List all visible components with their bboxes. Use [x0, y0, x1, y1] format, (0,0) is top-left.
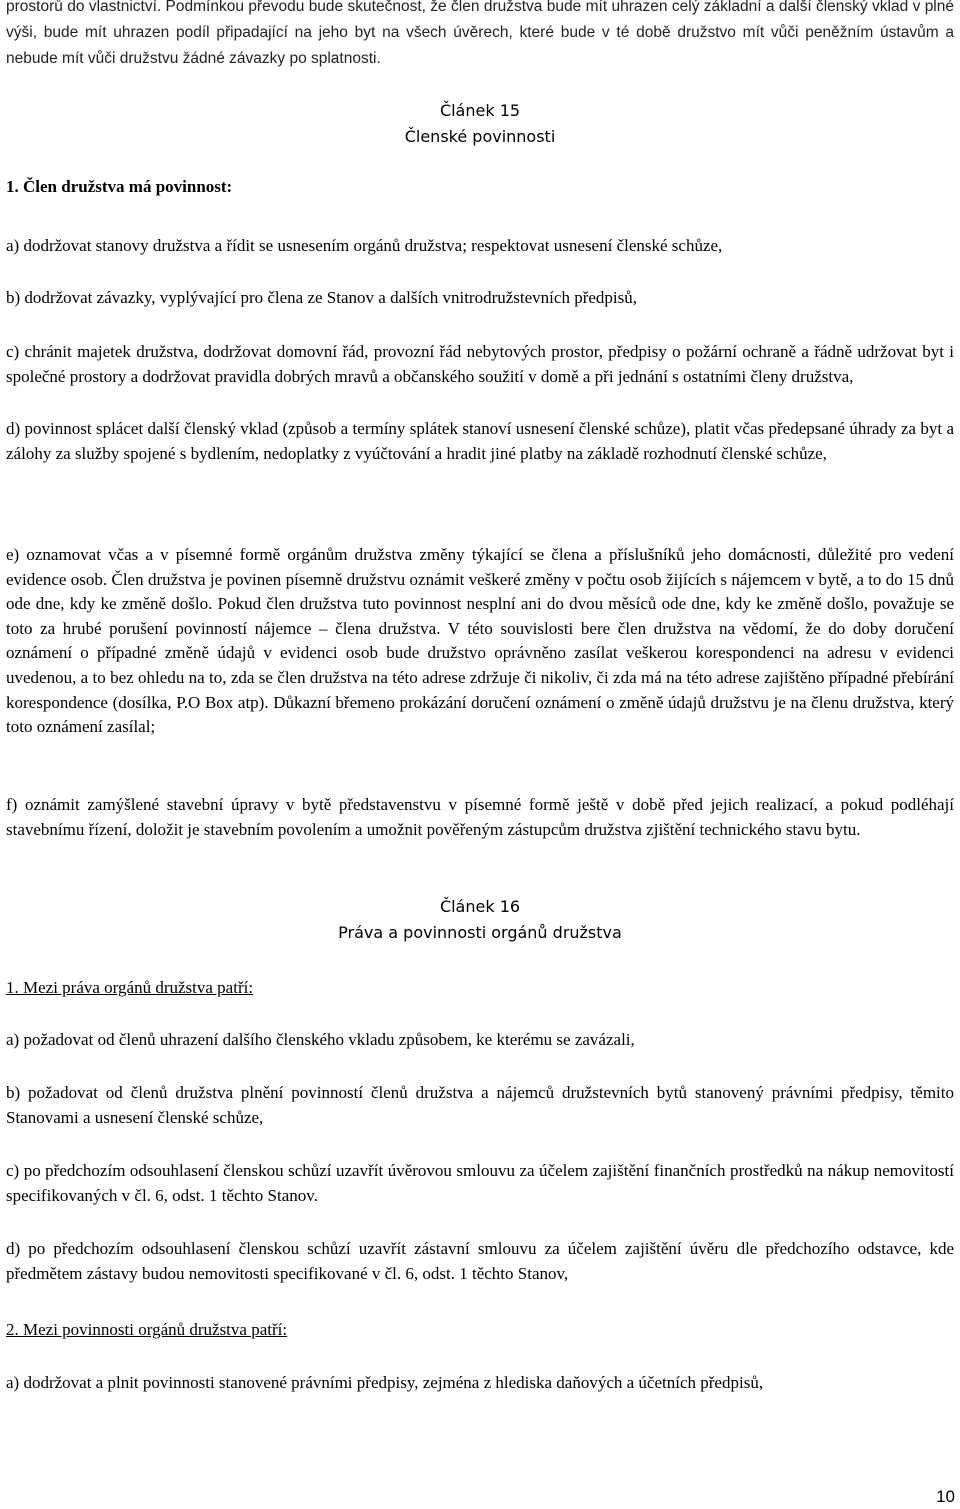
article-16-section-1-title: 1. Mezi práva orgánů družstva patří:	[6, 978, 254, 997]
article-16-section-1-item-c: c) po předchozím odsouhlasení členskou schůzí uzavřít úvěrovou smlouvu za účelem zajištění finančních prostředků na nákup nemovitostí specifikovaných v čl. 6, odst. 1 těchto Stanov.	[6, 1161, 954, 1205]
article-15-item-d: d) povinnost splácet další členský vklad (způsob a termíny splátek stanoví usnesení členské schůze), platit včas předepsané úhrady za byt a zálohy za služby spojené s bydlením, nedoplatky z vyúčtování a hradit jiné platby na základě rozhodnutí členské schůze,	[6, 419, 954, 463]
article-16-section-1-item-a: a) požadovat od členů uhrazení dalšího členského vkladu způsobem, ke kterému se zavázali,	[6, 1030, 635, 1049]
article-16-heading	[0, 894, 960, 946]
article-15-title: Členské povinnosti	[404, 127, 556, 146]
article-15-item-c: c) chránit majetek družstva, dodržovat domovní řád, provozní řád nebytových prostor, předpisy o požární ochraně a řádně udržovat byt i společné prostory a dodržovat pravidla dobrých mravů a občanského soužití v domě a při jednání s ostatními členy družstva,	[6, 342, 954, 386]
article-16-section-1-item-b: b) požadovat od členů družstva plnění povinností členů družstva a nájemců družstevních bytů stanovený právními předpisy, těmito Stanovami a usnesení členské schůze,	[6, 1083, 954, 1127]
article-16-section-2-title: 2. Mezi povinnosti orgánů družstva patří:	[6, 1320, 288, 1339]
article-15-section-1-title: 1. Člen družstva má povinnost:	[6, 177, 233, 196]
article-16-number: Článek 16	[439, 897, 521, 916]
article-15-item-b: b) dodržovat závazky, vyplývající pro člena ze Stanov a dalších vnitrodružstevních předpisů,	[6, 288, 637, 307]
article-16-section-1-item-d: d) po předchozím odsouhlasení členskou schůzí uzavřít zástavní smlouvu za účelem zajištění úvěru dle předchozího odstavce, kde předmětem zástavy budou nemovitosti specifikované v čl. 6, odst. 1 těchto Stanov,	[6, 1239, 954, 1283]
article-15-item-f: f) oznámit zamýšlené stavební úpravy v bytě představenstvu v písemné formě ještě v době před jejich realizací, a pokud podléhají stavebnímu řízení, doložit je stavebním povolením a umožnit pověřeným zástupcům družstva zjištění technického stavu bytu.	[6, 795, 954, 839]
article-15-heading	[0, 98, 960, 150]
article-15-item-e: e) oznamovat včas a v písemné formě orgánům družstva změny týkající se člena a příslušníků jeho domácnosti, důležité pro vedení evidence osob. Člen družstva je povinen písemně družstvu oznámit veškeré změny v počtu osob žijících s nájemcem v bytě, a to do 15 dnů ode dne, kdy ke změně došlo. Pokud člen družstva tuto povinnost nesplní ani do dvou měsíců ode dne, kdy ke změně došlo, považuje se toto za hrubé porušení povinností nájemce – člena družstva. V této souvislosti bere člen družstva na vědomí, že do doby doručení oznámení o případné změně údajů v evidenci osob bude družstvo oprávněno zasílat veškerou korespondenci na adresu v evidenci uvedenou, a to bez ohledu na to, zda se člen družstva na této adrese zdržuje či nikoliv, či zda má na této adrese zajištěno případné přebírání korespondence (dosílka, P.O Box atp). Důkazní břemeno prokázání doručení oznámení o změně údajů družstvu je na členu družstva, který toto oznámení zasílal;	[6, 545, 954, 737]
article-16-section-2-item-a: a) dodržovat a plnit povinnosti stanovené právními předpisy, zejména z hlediska daňových a účetních předpisů,	[6, 1373, 764, 1392]
article-16-title: Práva a povinnosti orgánů družstva	[338, 923, 622, 942]
article-15-item-a: a) dodržovat stanovy družstva a řídit se usnesením orgánů družstva; respektovat usnesení členské schůze,	[6, 236, 723, 255]
article-15-number: Článek 15	[439, 101, 521, 120]
page-number: 10	[936, 1487, 955, 1506]
intro-paragraph: prostorů do vlastnictví. Podmínkou převodu bude skutečnost, že člen družstva bude mít uhrazen celý základní a další členský vklad v plné výši, bude mít uhrazen podíl připadající na jeho byt na všech úvěrech, které bude v té době družstvo mít vůči peněžním ústavům a nebude mít vůči družstvu žádné závazky po splatnosti.	[6, 0, 954, 67]
